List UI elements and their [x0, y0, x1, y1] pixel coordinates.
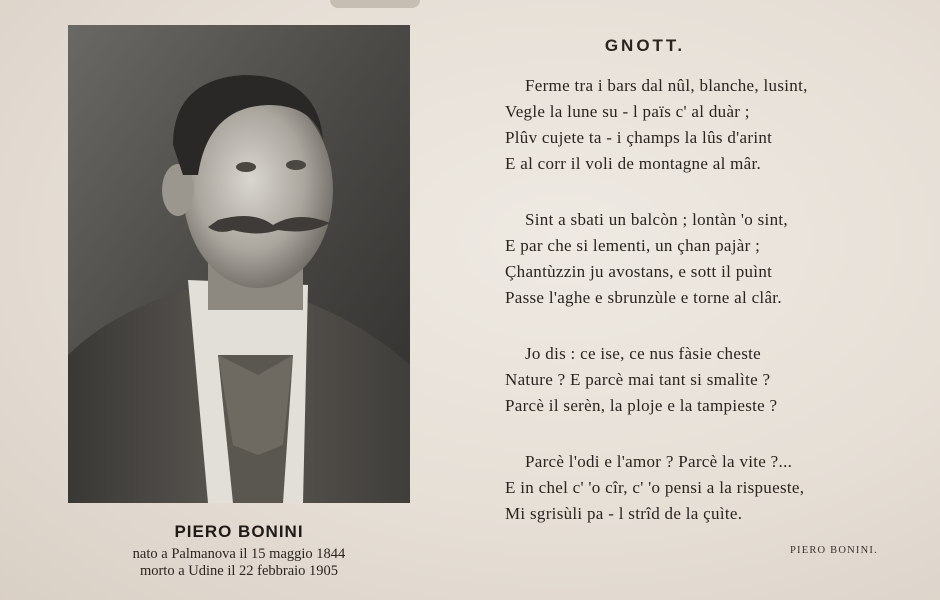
verse: Çhantùzzin ju avostans, e sott il puìnt [505, 262, 773, 281]
portrait-photo [68, 25, 410, 503]
verse: Mi sgrisùli pa - l strîd de la çuìte. [505, 504, 743, 523]
verse: Vegle la lune su - l païs c' al duàr ; [505, 102, 750, 121]
paper-fold-shadow [330, 0, 420, 8]
portrait-caption [68, 522, 410, 580]
verse: Sint a sbati un balcòn ; lontàn 'o sint, [525, 210, 788, 229]
verse: Parcè il serèn, la ploje e la tampieste ? [505, 396, 778, 415]
birth-line: nato a Palmanova il 15 maggio 1844 [132, 546, 346, 562]
death-line: morto a Udine il 22 febbraio 1905 [139, 563, 339, 579]
verse: E al corr il voli de montagne al mâr. [505, 154, 762, 173]
verse: Passe l'aghe e sbrunzùle e torne al clâr. [505, 288, 782, 307]
stanza [505, 341, 915, 419]
author-name: PIERO BONINI [174, 522, 304, 541]
poem [505, 36, 915, 557]
verse: Nature ? E parcè mai tant si smalìte ? [505, 370, 771, 389]
verse: Jo dis : ce ise, ce nus fàsie cheste [525, 344, 761, 363]
stanza [505, 207, 915, 311]
verse: E par che si lementi, un çhan pajàr ; [505, 236, 761, 255]
poem-signature: PIERO BONINI. [790, 545, 878, 556]
verse: Plûv cujete ta - i çhamps la lûs d'arint [505, 128, 773, 147]
poem-title: GNOTT. [604, 36, 686, 55]
verse: Parcè l'odi e l'amor ? Parcè la vite ?... [525, 452, 793, 471]
verse: Ferme tra i bars dal nûl, blanche, lusint, [525, 76, 808, 95]
stanza [505, 449, 915, 527]
stanza [505, 73, 915, 177]
portrait-illustration [68, 25, 410, 503]
verse: E in chel c' 'o cîr, c' 'o pensi a la rispueste, [505, 478, 805, 497]
